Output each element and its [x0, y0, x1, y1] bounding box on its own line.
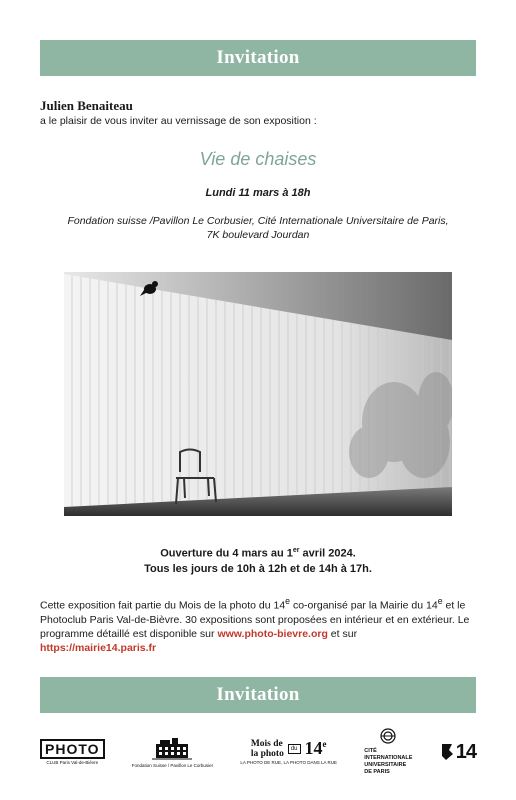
mois-sup: e — [322, 739, 327, 749]
desc-text-b: co-organisé par la Mairie du 14 — [290, 599, 438, 612]
opening-hours — [0, 543, 516, 577]
desc-sup-1: e — [285, 596, 291, 606]
desc-text-d: et sur — [327, 627, 358, 640]
exhibition-photo — [64, 272, 452, 516]
ciup-line-1: CITÉ — [364, 748, 377, 754]
ciup-logo — [364, 728, 412, 776]
invitation-footer: Invitation — [40, 677, 476, 713]
mois-line-1: Mois de — [250, 738, 283, 749]
exhibition-description — [40, 594, 476, 655]
opening-dates-text: Ouverture du 4 mars au 1 — [160, 547, 293, 560]
exhibition-title: Vie de chaises — [199, 149, 317, 169]
partner-logos — [40, 732, 476, 775]
opening-dates-sup: er — [292, 547, 300, 554]
opening-dates — [0, 543, 516, 562]
opening-times: Tous les jours de 10h à 12h et de 14h à 17h. — [144, 562, 372, 575]
ciup-line-3: UNIVERSITAIRE — [364, 762, 407, 768]
photo-chair-wall — [64, 272, 452, 516]
venue-line-1: Fondation suisse /Pavillon Le Corbusier, Cité Internationale Universitaire de Paris, — [67, 215, 449, 227]
host-invitation-text: a le plaisir de vous inviter au vernissage de son exposition : — [40, 115, 317, 127]
desc-text-a: Cette exposition fait partie du Mois de la photo du 14 — [40, 599, 286, 612]
photoclub-logo-sub: CLUB Paris Val-de-Bièvre — [46, 759, 99, 765]
mois-number: 14 — [304, 738, 323, 758]
invitation-header: Invitation — [40, 40, 476, 76]
pavillon-logo — [132, 736, 213, 769]
photo-bievre-link[interactable]: www.photo-bievre.org — [217, 627, 328, 640]
mairie14-link[interactable]: https://mairie14.paris.fr — [40, 641, 157, 654]
paris14-number: 14 — [455, 740, 476, 763]
exhibition-venue — [40, 214, 476, 242]
ciup-emblem-icon — [380, 728, 396, 744]
exhibition-date: Lundi 11 mars à 18h — [205, 187, 311, 199]
pavillon-logo-sub: Fondation Suisse / Pavillon Le Corbusier — [131, 762, 214, 768]
paris14-logo — [440, 741, 476, 764]
mois-line-2: la photo — [250, 748, 284, 759]
mois-box: du — [288, 744, 301, 754]
ciup-line-4: DE PARIS — [364, 769, 390, 775]
mois-logo-sub: LA PHOTO DE RUE, LA PHOTO DANS LA RUE — [240, 760, 337, 765]
photoclub-logo — [40, 739, 105, 766]
desc-text-c: et le Photoclub Paris Val-de-Bièvre. 30 expositions sont proposées en intérieur et en extérieur. Le programme détaillé est disponible sur — [40, 599, 470, 640]
mois-photo-logo — [240, 738, 337, 766]
building-icon — [152, 736, 192, 762]
marianne-icon — [440, 742, 454, 762]
host-name: Julien Benaiteau — [40, 98, 133, 113]
host-block — [40, 98, 476, 128]
ciup-line-2: INTERNATIONALE — [364, 755, 413, 761]
opening-dates-end: avril 2024. — [299, 547, 356, 560]
photoclub-logo-main: PHOTO — [40, 739, 105, 759]
venue-line-2: 7K boulevard Jourdan — [206, 229, 310, 241]
desc-sup-2: e — [437, 596, 443, 606]
